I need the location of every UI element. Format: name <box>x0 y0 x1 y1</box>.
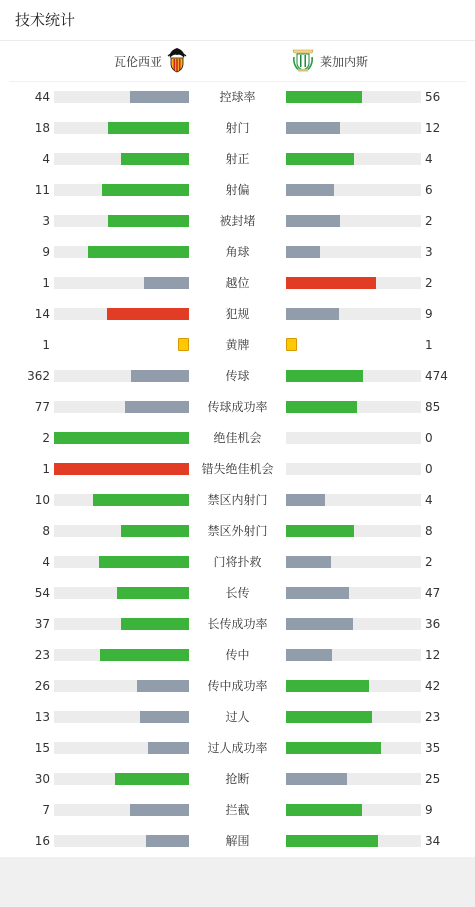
away-stat-bar-fill <box>286 277 376 289</box>
stat-label: 黄牌 <box>225 338 250 352</box>
away-stat-bar <box>286 587 421 599</box>
home-stat-bar-fill <box>54 463 189 475</box>
stat-label: 控球率 <box>219 90 256 104</box>
away-stat-value: 42 <box>425 679 441 693</box>
away-stat-bar <box>286 525 421 537</box>
home-stat-bar <box>54 246 189 258</box>
stat-row <box>0 490 475 510</box>
home-stat-value: 4 <box>42 555 50 569</box>
away-stat-bar <box>286 91 421 103</box>
away-stat-bar-fill <box>286 773 347 785</box>
home-stat-bar-fill <box>130 804 189 816</box>
section-title: 技术统计 <box>15 11 76 29</box>
home-stat-bar-fill <box>144 277 189 289</box>
away-stat-value: 34 <box>425 834 441 848</box>
home-stat-bar-fill <box>115 773 189 785</box>
home-stat-bar <box>54 742 189 754</box>
stat-label: 传球 <box>225 369 250 383</box>
away-stat-bar-fill <box>286 91 362 103</box>
home-stat-bar <box>54 711 189 723</box>
away-stat-bar-fill <box>286 649 332 661</box>
home-stat-bar-fill <box>102 184 189 196</box>
away-stat-bar <box>286 649 421 661</box>
stat-row <box>0 273 475 293</box>
away-stat-value: 9 <box>425 307 433 321</box>
stat-row <box>0 521 475 541</box>
stat-label: 越位 <box>225 276 250 290</box>
away-stat-bar-fill <box>286 711 372 723</box>
stat-label: 角球 <box>225 245 250 259</box>
stat-row <box>0 676 475 696</box>
stat-label: 过人成功率 <box>207 741 268 755</box>
away-stat-bar <box>286 680 421 692</box>
home-stat-value: 9 <box>42 245 50 259</box>
home-stat-bar-fill <box>121 525 189 537</box>
away-stat-value: 23 <box>425 710 441 724</box>
stat-row <box>0 180 475 200</box>
stat-label: 射正 <box>225 152 250 166</box>
away-stat-bar <box>286 370 421 382</box>
away-stat-bar-fill <box>286 246 320 258</box>
away-stat-value: 85 <box>425 400 441 414</box>
away-stat-bar-fill <box>286 370 363 382</box>
away-stat-bar-fill <box>286 308 339 320</box>
away-stat-bar-fill <box>286 494 325 506</box>
away-stat-value: 25 <box>425 772 441 786</box>
home-stat-bar <box>54 618 189 630</box>
stat-label: 射偏 <box>225 183 250 197</box>
home-stat-value: 1 <box>42 276 50 290</box>
home-stat-bar <box>54 184 189 196</box>
home-stat-value: 14 <box>34 307 50 321</box>
home-stat-bar-fill <box>131 370 189 382</box>
away-stat-bar-fill <box>286 587 349 599</box>
stat-label: 射门 <box>225 121 250 135</box>
home-stat-bar-fill <box>121 153 189 165</box>
away-stat-value: 36 <box>425 617 441 631</box>
home-stat-bar <box>54 804 189 816</box>
away-stat-bar-fill <box>286 184 334 196</box>
away-stat-bar-fill <box>286 835 378 847</box>
home-stat-bar <box>54 463 189 475</box>
home-stat-bar <box>54 556 189 568</box>
away-stat-value: 4 <box>425 152 433 166</box>
home-stat-bar <box>54 308 189 320</box>
stat-row <box>0 459 475 479</box>
home-stat-value: 13 <box>34 710 50 724</box>
away-stat-bar-fill <box>286 556 331 568</box>
away-stat-bar-fill <box>286 680 369 692</box>
valencia-crest-icon <box>166 47 188 76</box>
stat-row <box>0 769 475 789</box>
home-stat-value: 18 <box>34 121 50 135</box>
home-stat-bar <box>54 835 189 847</box>
home-stat-value: 362 <box>27 369 50 383</box>
stat-row <box>0 831 475 851</box>
home-stat-bar-fill <box>148 742 189 754</box>
home-stat-bar-fill <box>117 587 189 599</box>
leganes-crest-icon <box>290 47 316 76</box>
stat-label: 禁区外射门 <box>207 524 268 538</box>
away-stat-value: 1 <box>425 338 433 352</box>
away-stat-value: 8 <box>425 524 433 538</box>
home-stat-value: 11 <box>34 183 50 197</box>
home-stat-bar-fill <box>125 401 189 413</box>
away-stat-bar <box>286 556 421 568</box>
home-stat-value: 26 <box>34 679 50 693</box>
away-stat-value: 2 <box>425 555 433 569</box>
away-stat-bar <box>286 618 421 630</box>
stat-row <box>0 707 475 727</box>
away-stat-bar-fill <box>286 804 362 816</box>
away-stat-bar-fill <box>286 215 340 227</box>
stat-label: 过人 <box>225 710 250 724</box>
away-stat-value: 6 <box>425 183 433 197</box>
home-stat-bar <box>54 649 189 661</box>
home-stat-bar-fill <box>121 618 189 630</box>
away-team-name: 莱加内斯 <box>320 54 369 69</box>
away-stat-bar <box>286 773 421 785</box>
away-stat-bar-fill <box>286 401 357 413</box>
away-stat-bar <box>286 463 421 475</box>
divider <box>9 81 466 82</box>
away-stat-value: 2 <box>425 214 433 228</box>
home-stat-value: 77 <box>34 400 50 414</box>
home-stat-bar <box>54 215 189 227</box>
stat-label: 传中 <box>225 648 250 662</box>
home-stat-value: 23 <box>34 648 50 662</box>
away-stat-bar <box>286 215 421 227</box>
stat-label: 错失绝佳机会 <box>201 462 274 476</box>
home-stat-bar-fill <box>108 215 189 227</box>
home-stat-value: 10 <box>34 493 50 507</box>
home-stat-bar-fill <box>146 835 189 847</box>
stat-row <box>0 397 475 417</box>
away-stat-bar <box>286 401 421 413</box>
away-team[interactable] <box>290 48 368 74</box>
away-stat-value: 35 <box>425 741 441 755</box>
home-stat-bar-fill <box>107 308 189 320</box>
stat-row <box>0 552 475 572</box>
stat-row <box>0 211 475 231</box>
away-stat-value: 9 <box>425 803 433 817</box>
stat-row <box>0 800 475 820</box>
stat-row <box>0 583 475 603</box>
stat-row <box>0 149 475 169</box>
home-stat-bar <box>54 525 189 537</box>
away-stat-bar <box>286 277 421 289</box>
stat-label: 抢断 <box>225 772 250 786</box>
home-stat-bar <box>54 122 189 134</box>
home-stat-value: 37 <box>34 617 50 631</box>
home-stat-value: 8 <box>42 524 50 538</box>
home-stat-bar-fill <box>130 91 189 103</box>
home-stat-bar <box>54 773 189 785</box>
away-stat-value: 4 <box>425 493 433 507</box>
away-stat-bar <box>286 835 421 847</box>
away-stat-value: 474 <box>425 369 448 383</box>
home-stat-value: 30 <box>34 772 50 786</box>
away-stat-bar-fill <box>286 525 354 537</box>
away-stat-bar <box>286 742 421 754</box>
home-stat-bar-fill <box>99 556 189 568</box>
home-stat-bar <box>54 432 189 444</box>
home-stat-bar <box>54 370 189 382</box>
yellow-card-icon <box>178 338 189 351</box>
home-stat-bar-fill <box>54 432 189 444</box>
home-stat-value: 1 <box>42 338 50 352</box>
home-stat-value: 1 <box>42 462 50 476</box>
home-stat-value: 54 <box>34 586 50 600</box>
stat-row <box>0 335 475 355</box>
away-stat-value: 12 <box>425 648 441 662</box>
stat-row <box>0 87 475 107</box>
away-stat-value: 3 <box>425 245 433 259</box>
home-stat-bar <box>54 153 189 165</box>
away-stat-bar <box>286 184 421 196</box>
home-stat-value: 7 <box>42 803 50 817</box>
stat-label: 解围 <box>225 834 250 848</box>
stat-row <box>0 738 475 758</box>
stat-label: 绝佳机会 <box>213 431 262 445</box>
away-stat-value: 0 <box>425 431 433 445</box>
away-stat-bar-fill <box>286 742 381 754</box>
home-stat-bar-fill <box>140 711 189 723</box>
home-stat-value: 3 <box>42 214 50 228</box>
stat-label: 犯规 <box>225 307 250 321</box>
home-team[interactable] <box>114 48 188 74</box>
stat-row <box>0 645 475 665</box>
stat-label: 长传成功率 <box>207 617 268 631</box>
away-stat-bar <box>286 308 421 320</box>
stat-label: 传中成功率 <box>207 679 268 693</box>
stat-label: 禁区内射门 <box>207 493 268 507</box>
home-stat-bar <box>54 680 189 692</box>
home-stat-bar <box>54 401 189 413</box>
home-stat-value: 15 <box>34 741 50 755</box>
away-stat-value: 2 <box>425 276 433 290</box>
home-stat-value: 44 <box>34 90 50 104</box>
stat-row <box>0 428 475 448</box>
home-team-name: 瓦伦西亚 <box>113 54 162 69</box>
home-stat-bar-fill <box>100 649 189 661</box>
home-stat-bar-fill <box>137 680 189 692</box>
away-stat-value: 0 <box>425 462 433 476</box>
away-stat-bar-fill <box>286 618 353 630</box>
away-stat-value: 47 <box>425 586 441 600</box>
away-stat-bar <box>286 494 421 506</box>
away-stat-bar <box>286 153 421 165</box>
away-stat-bar <box>286 122 421 134</box>
home-stat-value: 16 <box>34 834 50 848</box>
home-stat-bar-fill <box>93 494 189 506</box>
stat-label: 门将扑救 <box>213 555 262 569</box>
stat-row <box>0 242 475 262</box>
home-stat-bar <box>54 91 189 103</box>
stat-row <box>0 614 475 634</box>
divider <box>0 40 475 41</box>
stat-row <box>0 366 475 386</box>
home-stat-bar <box>54 494 189 506</box>
away-stat-value: 56 <box>425 90 441 104</box>
away-stat-value: 12 <box>425 121 441 135</box>
away-stat-bar-fill <box>286 153 354 165</box>
away-stat-bar-fill <box>286 122 340 134</box>
home-stat-bar <box>54 277 189 289</box>
stat-row <box>0 118 475 138</box>
away-stat-bar <box>286 432 421 444</box>
stat-label: 拦截 <box>225 803 250 817</box>
away-stat-bar <box>286 711 421 723</box>
away-stat-bar <box>286 804 421 816</box>
stat-label: 长传 <box>225 586 250 600</box>
stat-row <box>0 304 475 324</box>
home-stat-bar-fill <box>88 246 189 258</box>
home-stat-value: 2 <box>42 431 50 445</box>
yellow-card-icon <box>286 338 297 351</box>
away-stat-bar <box>286 246 421 258</box>
home-stat-bar-fill <box>108 122 189 134</box>
home-stat-bar <box>54 587 189 599</box>
stat-label: 传球成功率 <box>207 400 268 414</box>
home-stat-value: 4 <box>42 152 50 166</box>
stat-label: 被封堵 <box>219 214 256 228</box>
